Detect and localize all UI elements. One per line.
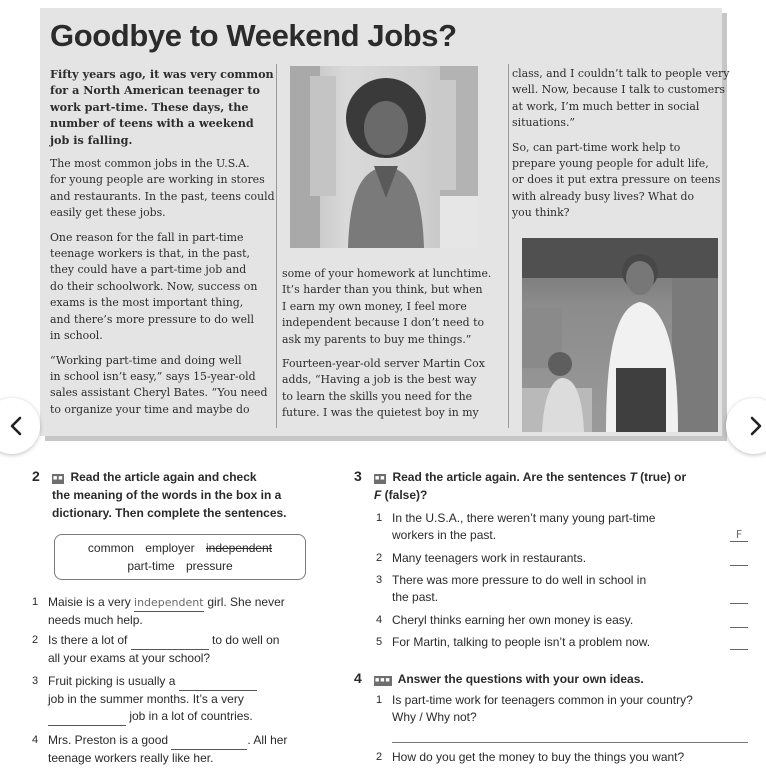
answer-line[interactable] bbox=[392, 742, 748, 743]
true-false-answer[interactable] bbox=[730, 614, 748, 628]
word-box bbox=[54, 534, 306, 580]
difficulty-badge: ■■■ bbox=[375, 677, 391, 684]
photo-shop-assistant bbox=[290, 66, 478, 248]
exercise-item: 1 In the U.S.A., there weren’t many young part-time workers in the past. F bbox=[376, 510, 748, 550]
photo-restaurant-server bbox=[522, 238, 718, 432]
column-divider bbox=[276, 64, 277, 428]
exercise-item: 3 Fruit picking is usually a job in the summer months. It’s a very job in a lot of countries. bbox=[32, 673, 332, 726]
exercise-item: 1 Maisie is a very independent girl. She never needs much help. bbox=[32, 595, 285, 627]
true-false-answer[interactable] bbox=[730, 590, 748, 604]
article-paragraph: “Working part-time and doing well in school isn’t easy,” says 15-year-old sales assistant Cheryl Bates. “You need to organize your time and maybe do bbox=[50, 353, 268, 416]
answer-blank[interactable]: independent bbox=[134, 594, 204, 612]
answer-blank[interactable] bbox=[171, 732, 247, 750]
chevron-right-icon bbox=[726, 398, 766, 454]
article-title: Goodbye to Weekend Jobs? bbox=[50, 18, 457, 53]
article-paragraph: some of your homework at lunchtime. It’s harder than you think, but when I earn my own money, I feel more independent because I don’t need to ask my parents to buy me things.” bbox=[282, 267, 492, 346]
word-box-item: part-time bbox=[127, 559, 175, 573]
article-column-1 bbox=[50, 66, 275, 426]
article-column-3 bbox=[512, 66, 730, 230]
word-box-item: employer bbox=[145, 541, 195, 555]
exercise-item: 3 There was more pressure to do well in school in the past. bbox=[376, 572, 748, 612]
article-paragraph: So, can part-time work help to prepare young people for adult life, or does it put extra pressure on teens with already busy lives? What do you think? bbox=[512, 140, 721, 220]
word-box-item: pressure bbox=[186, 559, 233, 573]
true-false-answer[interactable] bbox=[730, 552, 748, 566]
next-page-button[interactable] bbox=[726, 398, 766, 454]
article-paragraph: Fourteen-year-old server Martin Cox adds, “Having a job is the best way to learn the skills you need for the future. I was the quietest boy in my bbox=[282, 357, 485, 420]
previous-page-button[interactable] bbox=[0, 398, 40, 454]
exercise-number: 4 bbox=[354, 670, 362, 686]
article-column-2 bbox=[282, 266, 510, 430]
exercise-item: 4 Mrs. Preston is a good . All her teenage workers really like her. bbox=[32, 733, 288, 765]
word-box-item-used: independent bbox=[205, 541, 273, 555]
exercise-item: 2 Many teenagers work in restaurants. bbox=[376, 550, 748, 572]
exercise-item: 1 Is part-time work for teenagers common in your country? Why / Why not? bbox=[376, 693, 693, 724]
answer-blank[interactable] bbox=[48, 708, 126, 726]
article-paragraph: Fifty years ago, it was very common for a North American teenager to work part-time. These days, the number of teens with a weekend job is falling. bbox=[50, 67, 274, 147]
article-paragraph: class, and I couldn’t talk to people very well. Now, because I talk to customers at work, I’m much better in social situations.” bbox=[512, 67, 730, 130]
difficulty-badge: ■■ bbox=[53, 475, 64, 482]
article-paragraph: The most common jobs in the U.S.A. for young people are working in stores and restaurants. In the past, teens could easily get these jobs. bbox=[50, 157, 275, 220]
article-paragraph: One reason for the fall in part-time teenage workers is that, in the past, they could have a part-time job and do their schoolwork. Now, success on exams is the most important thing, and there’s more pressure to do well in school. bbox=[50, 230, 258, 343]
exercise-3-instruction: 3 ■■ Read the article again. Are the sentences T (true) or F (false)? bbox=[354, 468, 687, 502]
exercise-3 bbox=[354, 468, 748, 656]
true-false-answer[interactable]: F bbox=[730, 528, 748, 542]
difficulty-badge: ■■ bbox=[375, 475, 386, 482]
exercise-item: 4 Cheryl thinks earning her own money is easy. bbox=[376, 612, 748, 634]
exercise-item: 5 For Martin, talking to people isn’t a problem now. bbox=[376, 634, 748, 656]
answer-blank[interactable] bbox=[179, 673, 257, 691]
true-false-answer[interactable] bbox=[730, 636, 748, 650]
article-panel bbox=[40, 8, 730, 436]
exercise-4-instruction: 4 ■■■ Answer the questions with your own ideas. bbox=[354, 670, 644, 686]
chevron-left-icon bbox=[0, 398, 40, 454]
exercise-item: 2 Is there a lot of to do well on all your exams at your school? bbox=[32, 633, 280, 665]
word-box-item: common bbox=[87, 541, 134, 555]
exercise-2 bbox=[32, 468, 332, 767]
exercise-item: 2 How do you get the money to buy the things you want? bbox=[376, 750, 685, 764]
answer-blank[interactable] bbox=[131, 632, 209, 650]
exercise-number: 3 bbox=[354, 468, 362, 484]
exercise-2-instruction: 2 ■■ Read the article again and check the meaning of the words in the box in a dictionary. Then complete the sentences. bbox=[32, 468, 287, 520]
exercise-4 bbox=[354, 670, 748, 766]
exercise-number: 2 bbox=[32, 468, 40, 484]
